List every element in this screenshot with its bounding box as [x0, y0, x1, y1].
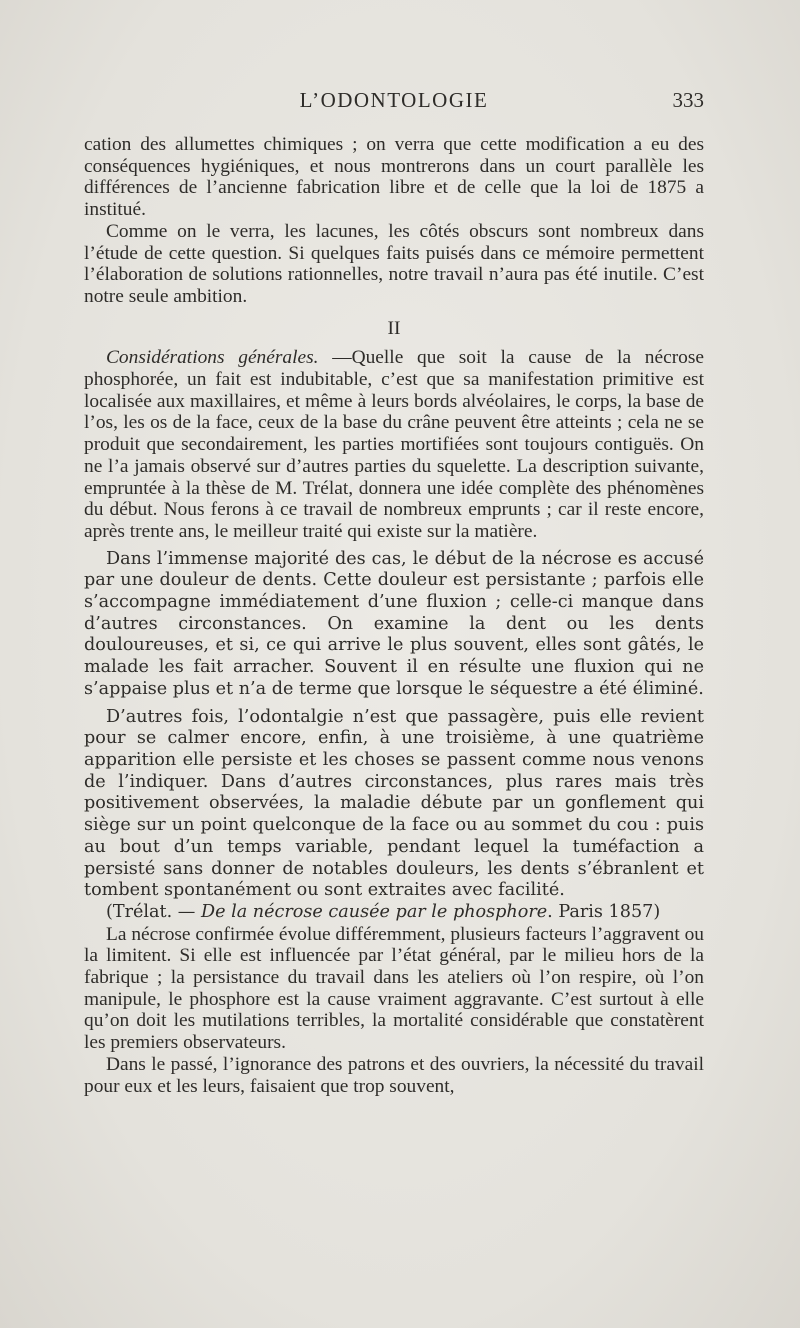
paragraph-3-text: —Quelle que soit la cause de la nécrose phosphorée, un fait est indubitable, c’est que sa manifestation primitive est localisée aux maxillaires, et même à leurs bords alvéolaires, le corps, la base de l’os, les os de la face, ceux de la base du crâne peuvent être atteints ; cela ne se produit que secondairement, les parties mortifiées sont toujours contiguës. On ne l’a jamais observé sur d’autres parties du squelette. La description suivante, empruntée à la thèse de M. Trélat, donnera une idée complète des phénomènes du début. Nous ferons à ce travail de nombreux emprunts ; car il reste encore, après trente ans, le meilleur traité qui existe sur la matière.	[84, 347, 705, 542]
citation-title: De la nécrose causée par le phosphore	[200, 901, 548, 922]
paragraph-5: D’autres fois, l’odontalgie n’est que passagère, puis elle revient pour se calmer encore, enfin, à une troisième, à une quatrième apparition elle persiste et les choses se passent comme nous venons de l’indiquer. Dans d’autres circonstances, plus rares mais très positivement observées, la maladie débute par un gonflement qui siège sur un point quelconque de la face ou au sommet du cou : puis au bout d’un temps variable, pendant lequel la tuméfaction a persisté sans donner de notables douleurs, les dents s’ébranlent et tombent spontanément ou sont extraites avec facilité.	[84, 706, 704, 901]
page-number: 333	[672, 88, 704, 112]
paragraph-7: Dans le passé, l’ignorance des patrons et des ouvriers, la nécessité du travail pour eux et les leurs, faisaient que trop souvent,	[84, 1053, 704, 1097]
section-heading: Considérations générales.	[106, 347, 319, 369]
citation-suffix: . Paris 1857)	[547, 901, 661, 922]
paragraph-3	[84, 347, 704, 542]
paragraph-1: cation des allumettes chimiques ; on verra que cette modification a eu des conséquences hygiéniques, et nous montrerons dans un court parallèle les différences de l’ancienne fabrication libre et de celle que la loi de 1875 a institué.	[84, 134, 704, 221]
paragraph-6: La nécrose confirmée évolue différemment, plusieurs facteurs l’aggravent ou la limitent. Si elle est influencée par l’état général, par le milieu hors de la fabrique ; la persistance du travail dans les ateliers où l’on respire, où l’on manipule, le phosphore est la cause vraiment aggravante. C’est surtout à elle qu’on doit les mutilations terribles, la mortalité considérable que constatèrent les premiers observateurs.	[84, 923, 704, 1054]
body-text	[84, 134, 704, 1097]
running-title: L’ODONTOLOGIE	[299, 88, 489, 112]
paragraph-4: Dans l’immense majorité des cas, le début de la nécrose es accusé par une douleur de dents. Cette douleur est persistante ; parfois elle s’accompagne immédiatement d’une fluxion ; celle-ci manque dans d’autres circonstances. On examine la dent ou les dents douloureuses, et si, ce qui arrive le plus souvent, elles sont gâtés, le malade les fait arracher. Souvent il en résulte une fluxion qui ne s’appaise plus et n’a de terme que lorsque le séquestre a été éliminé.	[84, 548, 704, 699]
paragraph-2: Comme on le verra, les lacunes, les côtés obscurs sont nombreux dans l’étude de cette question. Si quelques faits puisés dans ce mémoire permettent l’élaboration de solutions rationnelles, notre travail n’aura pas été inutile. C’est notre seule ambition.	[84, 220, 704, 307]
citation-prefix: (Trélat. —	[106, 901, 201, 922]
section-number: II	[387, 317, 401, 339]
running-head	[84, 88, 704, 118]
citation	[84, 902, 704, 924]
